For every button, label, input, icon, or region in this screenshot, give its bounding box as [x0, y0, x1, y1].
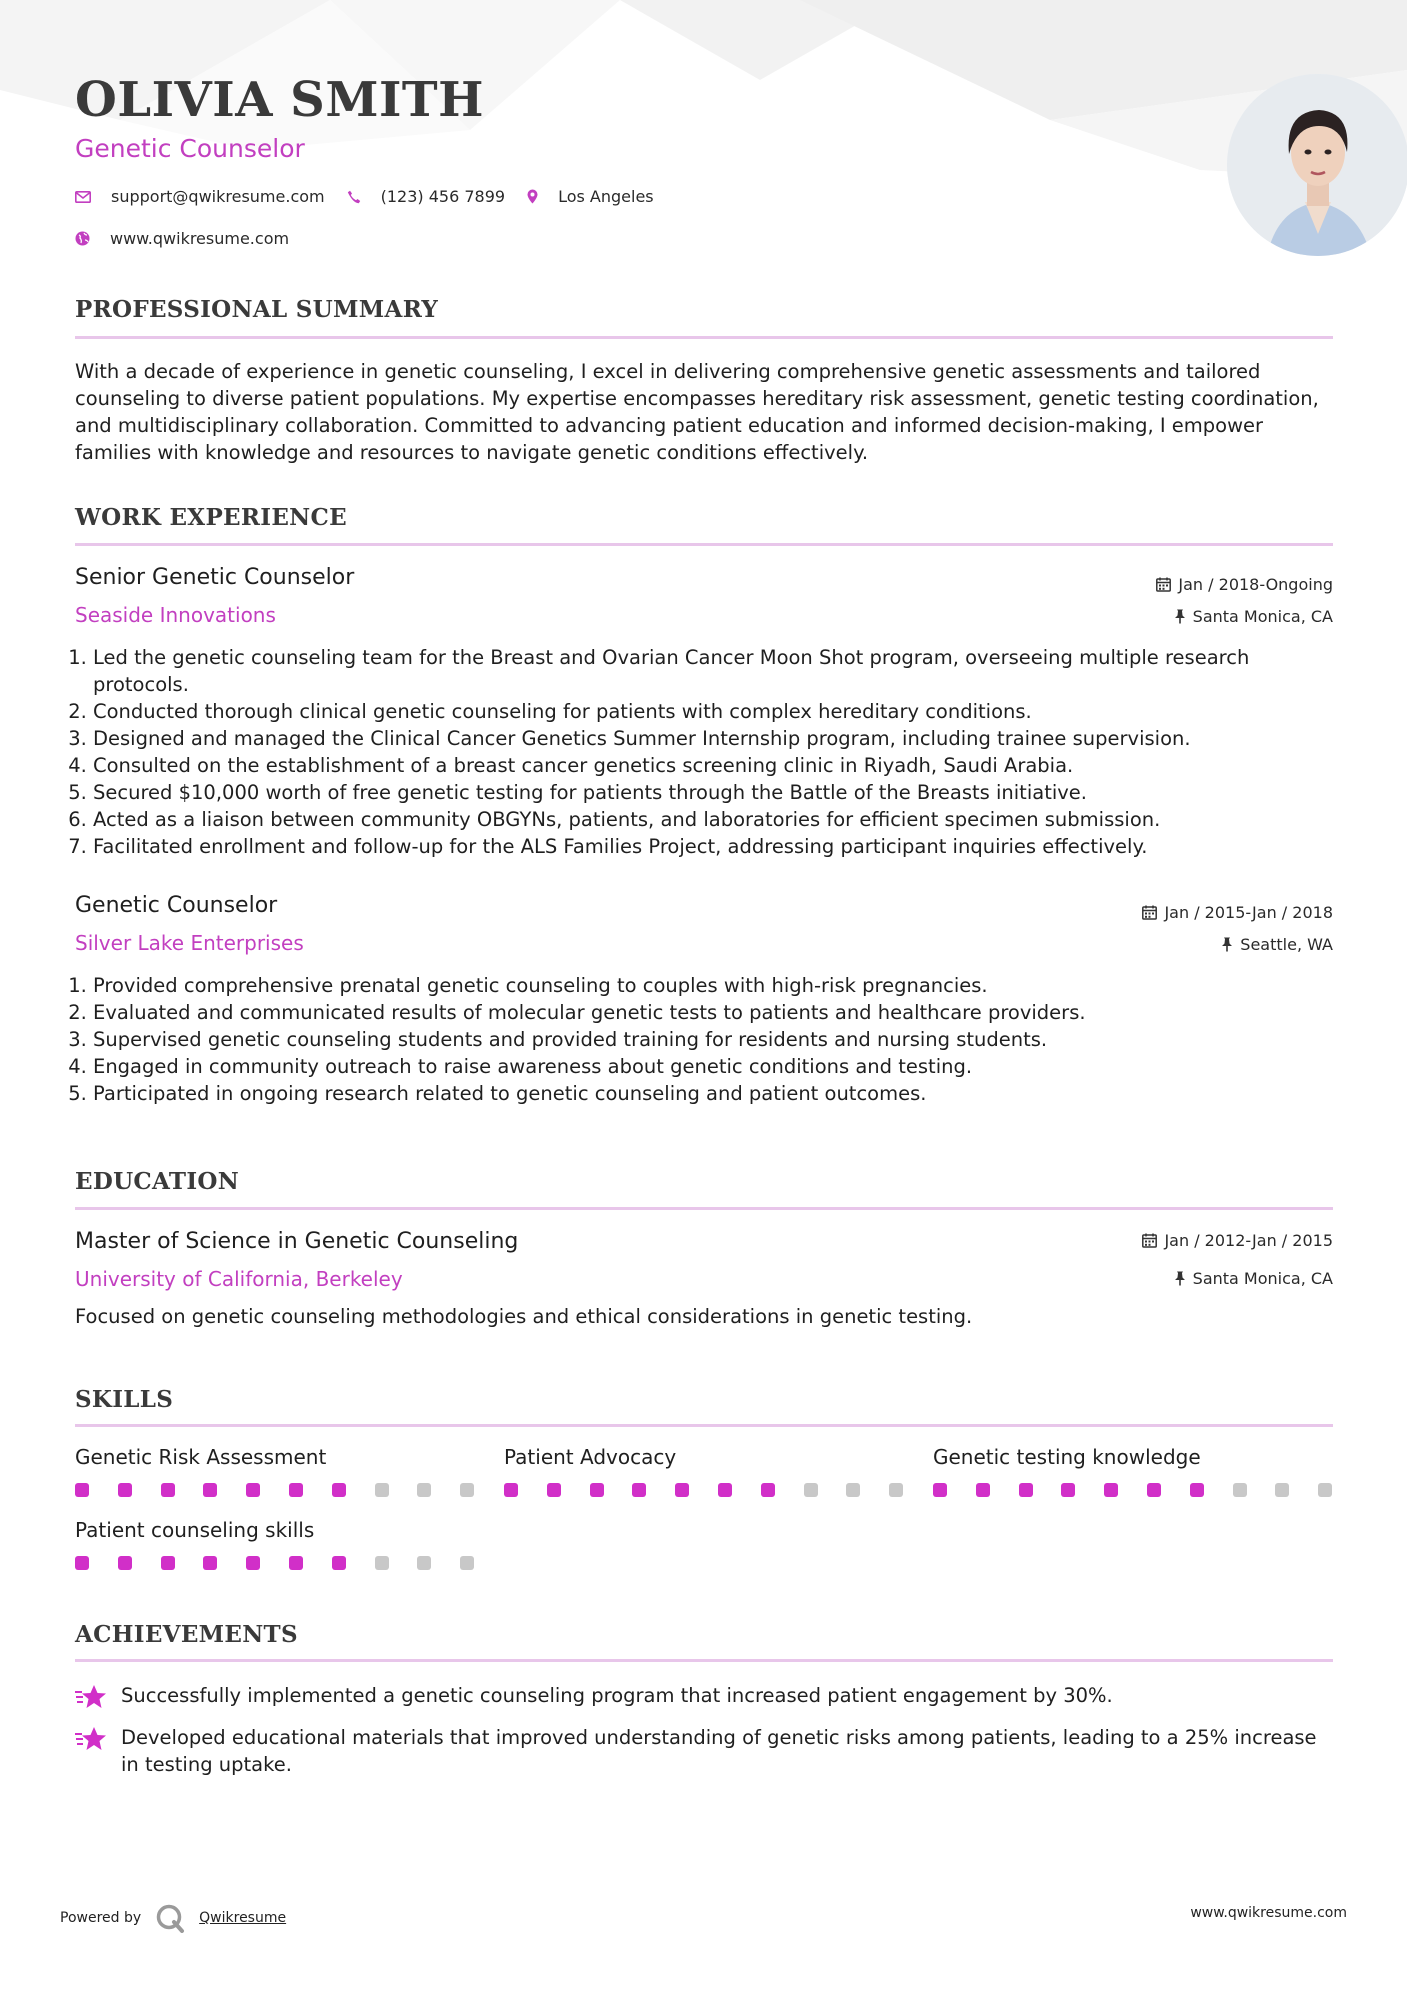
skill-dot-filled — [718, 1483, 732, 1497]
email-text: support@qwikresume.com — [111, 187, 325, 206]
achievement-item — [75, 1682, 1333, 1710]
education-divider — [75, 1207, 1333, 1210]
candidate-name: OLIVIA SMITH — [75, 72, 484, 128]
globe-icon — [75, 231, 90, 246]
pushpin-icon — [1174, 609, 1186, 624]
skill-dot-filled — [976, 1483, 990, 1497]
job-bullet: 3. Designed and managed the Clinical Cancer Genetics Summer Internship program, including trainee supervision. — [93, 725, 1351, 752]
skill-label: Patient Advocacy — [504, 1445, 677, 1469]
contact-website[interactable] — [75, 229, 289, 248]
job-dates — [1142, 903, 1333, 922]
skill-dot-filled — [289, 1483, 303, 1497]
job-bullets — [75, 972, 1351, 1107]
location-text: Los Angeles — [558, 187, 654, 206]
skill-label: Genetic testing knowledge — [933, 1445, 1201, 1469]
job-bullet: 3. Supervised genetic counseling students and provided training for residents and nursing students. — [93, 1026, 1351, 1053]
powered-by-label: Powered by — [60, 1910, 142, 1926]
contact-location — [527, 187, 654, 206]
pushpin-icon — [1221, 937, 1233, 952]
education-location-text: Santa Monica, CA — [1192, 1269, 1333, 1288]
job-bullet: 7. Facilitated enrollment and follow-up for the ALS Families Project, addressing participant inquiries effectively. — [93, 833, 1351, 860]
skill-dot-filled — [161, 1483, 175, 1497]
job-company: Silver Lake Enterprises — [75, 931, 304, 955]
education-dates-text: Jan / 2012-Jan / 2015 — [1164, 1231, 1333, 1250]
job-dates-text: Jan / 2015-Jan / 2018 — [1164, 903, 1333, 922]
job-bullet: 4. Consulted on the establishment of a breast cancer genetics screening clinic in Riyadh, Saudi Arabia. — [93, 752, 1351, 779]
phone-text: (123) 456 7899 — [380, 187, 506, 206]
star-icon — [75, 1726, 107, 1752]
skill-dot-empty — [460, 1483, 474, 1497]
website-text: www.qwikresume.com — [110, 229, 290, 248]
qwikresume-logo-icon — [155, 1903, 185, 1933]
education-heading: EDUCATION — [75, 1168, 240, 1195]
achievements-divider — [75, 1659, 1333, 1662]
envelope-icon — [75, 191, 91, 203]
skill-dot-filled — [332, 1556, 346, 1570]
contact-row-primary — [75, 187, 676, 206]
map-pin-icon — [527, 189, 538, 204]
skill-dot-empty — [889, 1483, 903, 1497]
skill-dot-filled — [761, 1483, 775, 1497]
achievement-item — [75, 1724, 1333, 1778]
job-location — [1174, 607, 1333, 626]
achievement-text: Developed educational materials that improved understanding of genetic risks among patients, leading to a 25% increase in testing uptake. — [121, 1726, 1317, 1776]
candidate-title: Genetic Counselor — [75, 134, 305, 163]
skill-dot-filled — [933, 1483, 947, 1497]
skill-dot-empty — [375, 1556, 389, 1570]
contact-email[interactable] — [75, 187, 325, 206]
education-dates — [1142, 1231, 1333, 1250]
job-dates — [1156, 575, 1333, 594]
qwikresume-link[interactable]: Qwikresume — [199, 1910, 287, 1926]
skill-dot-empty — [1275, 1483, 1289, 1497]
skill-dot-filled — [118, 1483, 132, 1497]
footer-website[interactable]: www.qwikresume.com — [1190, 1905, 1347, 1921]
skill-dot-filled — [75, 1483, 89, 1497]
education-degree: Master of Science in Genetic Counseling — [75, 1229, 519, 1254]
education-school: University of California, Berkeley — [75, 1267, 403, 1291]
job-bullet: 4. Engaged in community outreach to raise awareness about genetic conditions and testing. — [93, 1053, 1351, 1080]
job-bullet: 2. Evaluated and communicated results of molecular genetic tests to patients and healthcare providers. — [93, 999, 1351, 1026]
job-bullet: 1. Led the genetic counseling team for the Breast and Ovarian Cancer Moon Shot program, overseeing multiple research protocols. — [93, 644, 1351, 698]
experience-heading: WORK EXPERIENCE — [75, 504, 347, 531]
skill-dot-filled — [203, 1483, 217, 1497]
job-dates-text: Jan / 2018-Ongoing — [1178, 575, 1333, 594]
skill-label: Patient counseling skills — [75, 1518, 315, 1542]
skill-dot-filled — [590, 1483, 604, 1497]
skills-divider — [75, 1424, 1333, 1427]
experience-divider — [75, 543, 1333, 546]
job-company: Seaside Innovations — [75, 603, 276, 627]
skill-dot-empty — [1318, 1483, 1332, 1497]
calendar-icon — [1142, 905, 1157, 920]
education-description: Focused on genetic counseling methodologies and ethical considerations in genetic testing. — [75, 1305, 973, 1328]
portrait-illustration — [1227, 74, 1407, 256]
job-role: Senior Genetic Counselor — [75, 565, 355, 590]
job-bullet: 5. Secured $10,000 worth of free genetic testing for patients through the Battle of the Breasts initiative. — [93, 779, 1351, 806]
footer-powered-by — [60, 1903, 286, 1933]
achievements-heading: ACHIEVEMENTS — [75, 1621, 298, 1648]
star-icon — [75, 1684, 107, 1710]
skill-dot-filled — [1019, 1483, 1033, 1497]
profile-photo — [1227, 74, 1407, 256]
skill-dot-filled — [246, 1483, 260, 1497]
skill-dot-filled — [1147, 1483, 1161, 1497]
job-role: Genetic Counselor — [75, 893, 278, 918]
skill-dot-filled — [203, 1556, 217, 1570]
skill-dot-filled — [1190, 1483, 1204, 1497]
skill-label: Genetic Risk Assessment — [75, 1445, 327, 1469]
skill-dot-filled — [632, 1483, 646, 1497]
job-bullet: 1. Provided comprehensive prenatal genetic counseling to couples with high-risk pregnancies. — [93, 972, 1351, 999]
skill-dot-empty — [460, 1556, 474, 1570]
job-location-text: Santa Monica, CA — [1192, 607, 1333, 626]
skill-rating — [75, 1483, 503, 1497]
calendar-icon — [1156, 577, 1171, 592]
job-location-text: Seattle, WA — [1240, 935, 1333, 954]
job-location — [1221, 935, 1333, 954]
skill-dot-filled — [75, 1556, 89, 1570]
achievement-text: Successfully implemented a genetic counseling program that increased patient engagement by 30%. — [121, 1684, 1113, 1707]
header-background-shapes — [0, 0, 1407, 260]
skill-dot-empty — [1233, 1483, 1247, 1497]
pushpin-icon — [1174, 1271, 1186, 1286]
skill-dot-filled — [246, 1556, 260, 1570]
skill-rating — [933, 1483, 1361, 1497]
job-bullets — [75, 644, 1351, 860]
skill-rating — [75, 1556, 503, 1570]
skills-heading: SKILLS — [75, 1386, 174, 1413]
job-bullet: 2. Conducted thorough clinical genetic counseling for patients with complex hereditary conditions. — [93, 698, 1351, 725]
skill-dot-filled — [332, 1483, 346, 1497]
job-bullet: 5. Participated in ongoing research related to genetic counseling and patient outcomes. — [93, 1080, 1351, 1107]
skill-dot-filled — [675, 1483, 689, 1497]
calendar-icon — [1142, 1233, 1157, 1248]
skill-dot-empty — [804, 1483, 818, 1497]
skill-dot-filled — [504, 1483, 518, 1497]
summary-heading: PROFESSIONAL SUMMARY — [75, 296, 439, 323]
skill-dot-filled — [547, 1483, 561, 1497]
summary-divider — [75, 336, 1333, 339]
skill-dot-empty — [417, 1483, 431, 1497]
phone-icon — [347, 190, 361, 204]
skill-dot-empty — [375, 1483, 389, 1497]
contact-row-secondary — [75, 229, 311, 248]
summary-text: With a decade of experience in genetic counseling, I excel in delivering comprehensive genetic assessments and tailored counseling to diverse patient populations. My expertise encompasses hereditary risk assessment, genetic testing coordination, and multidisciplinary collaboration. Committed to advancing patient education and informed decision-making, I empower families with knowledge and resources to navigate genetic conditions effectively. — [75, 360, 1319, 464]
skill-dot-filled — [118, 1556, 132, 1570]
skill-dot-filled — [1061, 1483, 1075, 1497]
skill-dot-empty — [417, 1556, 431, 1570]
skill-rating — [504, 1483, 932, 1497]
job-bullet: 6. Acted as a liaison between community OBGYNs, patients, and laboratories for efficient specimen submission. — [93, 806, 1351, 833]
contact-phone[interactable] — [347, 187, 505, 206]
skill-dot-filled — [161, 1556, 175, 1570]
education-location — [1174, 1269, 1333, 1288]
skill-dot-empty — [846, 1483, 860, 1497]
skill-dot-filled — [1104, 1483, 1118, 1497]
skill-dot-filled — [289, 1556, 303, 1570]
